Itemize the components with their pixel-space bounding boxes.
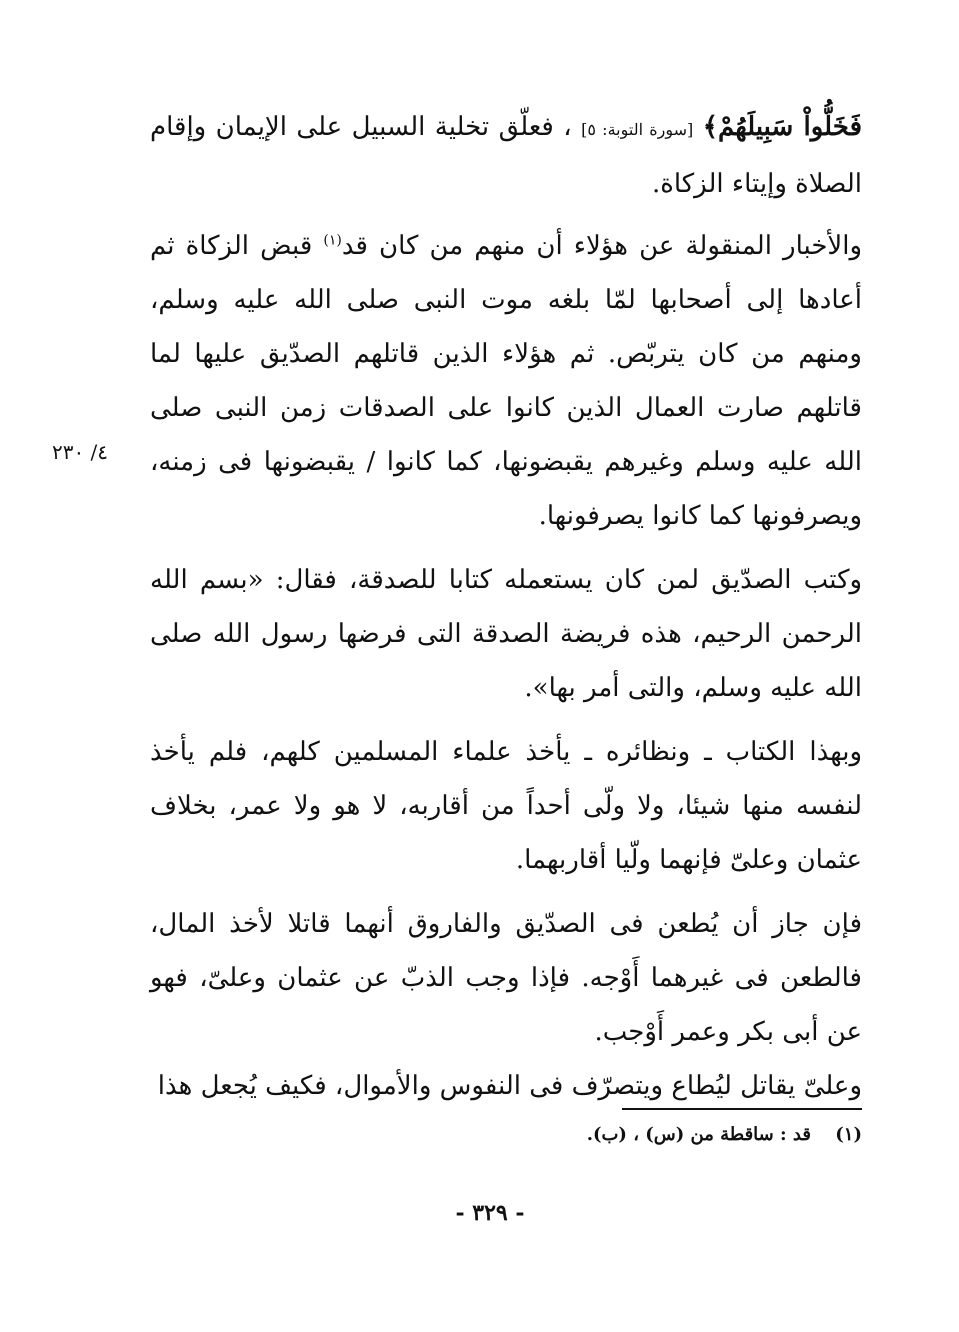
page-number: - ٣٢٩ - [455,1200,525,1226]
paragraph-5-text: فإن جاز أن يُطعن فى الصدّيق والفاروق أنهما قاتلا لأخذ المال، فالطعن فى غيرهما أَوْجه. فإذا وجب الذبّ عن عثمان وعلىّ، فهو عن أبى بكر وعمر أَوْجب. [150,909,862,1047]
paragraph-2-text-b: قبض الزكاة ثم أعادها إلى أصحابها لمّا بلغه موت النبى صلى الله عليه وسلم، ومنهم من كان يتربّص. ثم هؤلاء الذين قاتلهم الصدّيق عليها لما قاتلهم صارت العمال الذين كانوا على الصدقات زمن النبى صلى الله عليه وسلم وغيرهم يقبضونها، كما كانوا / يقبضونها فى زمنه، ويصرفونها كما كانوا يصرفونها. [150,231,862,531]
paragraph-2 [150,219,862,543]
paragraph-4-text: وبهذا الكتاب ـ ونظائره ـ يأخذ علماء المسلمين كلهم، فلم يأخذ لنفسه منها شيئا، ولا ولّى أحداً من أقاربه، لا هو ولا عمر، بخلاف عثمان وعلىّ فإنهما ولّيا أقاربهما. [150,737,862,875]
footnote [300,1124,862,1145]
paragraph-4 [150,725,862,887]
paragraph-3-text: وكتب الصدّيق لمن كان يستعمله كتابا للصدقة، فقال: «بسم الله الرحمن الرحيم، هذه فريضة الصدقة التى فرضها رسول الله صلى الله عليه وسلم، والتى أمر بها». [150,565,862,703]
paragraph-1-text: ، فعلّق تخلية السبيل على الإيمان وإقام الصلاة وإيتاء الزكاة. [150,112,862,199]
paragraph-5 [150,897,862,1059]
footnote-number: (١) [835,1124,862,1145]
paragraph-6 [150,1059,862,1113]
paragraph-3 [150,553,862,715]
margin-reference: ٤/ ٢٣٠ [51,440,109,464]
footnote-mark: (١) [323,232,342,249]
paragraph-6-text: وعلىّ يقاتل ليُطاع ويتصرّف فى النفوس والأموال، فكيف يُجعل هذا [157,1071,862,1101]
main-text [150,100,862,1113]
footnote-text: قد : ساقطة من (س) ، (ب). [586,1124,811,1145]
paragraph-1 [150,100,862,211]
footnote-divider [622,1108,862,1110]
quran-verse: فَخَلُّواْ سَبِيلَهُمْ﴾ [702,112,862,142]
paragraph-2-text-a: والأخبار المنقولة عن هؤلاء أن منهم من كان قد [341,231,863,261]
quran-reference: [سورة التوبة: ٥] [581,120,694,139]
